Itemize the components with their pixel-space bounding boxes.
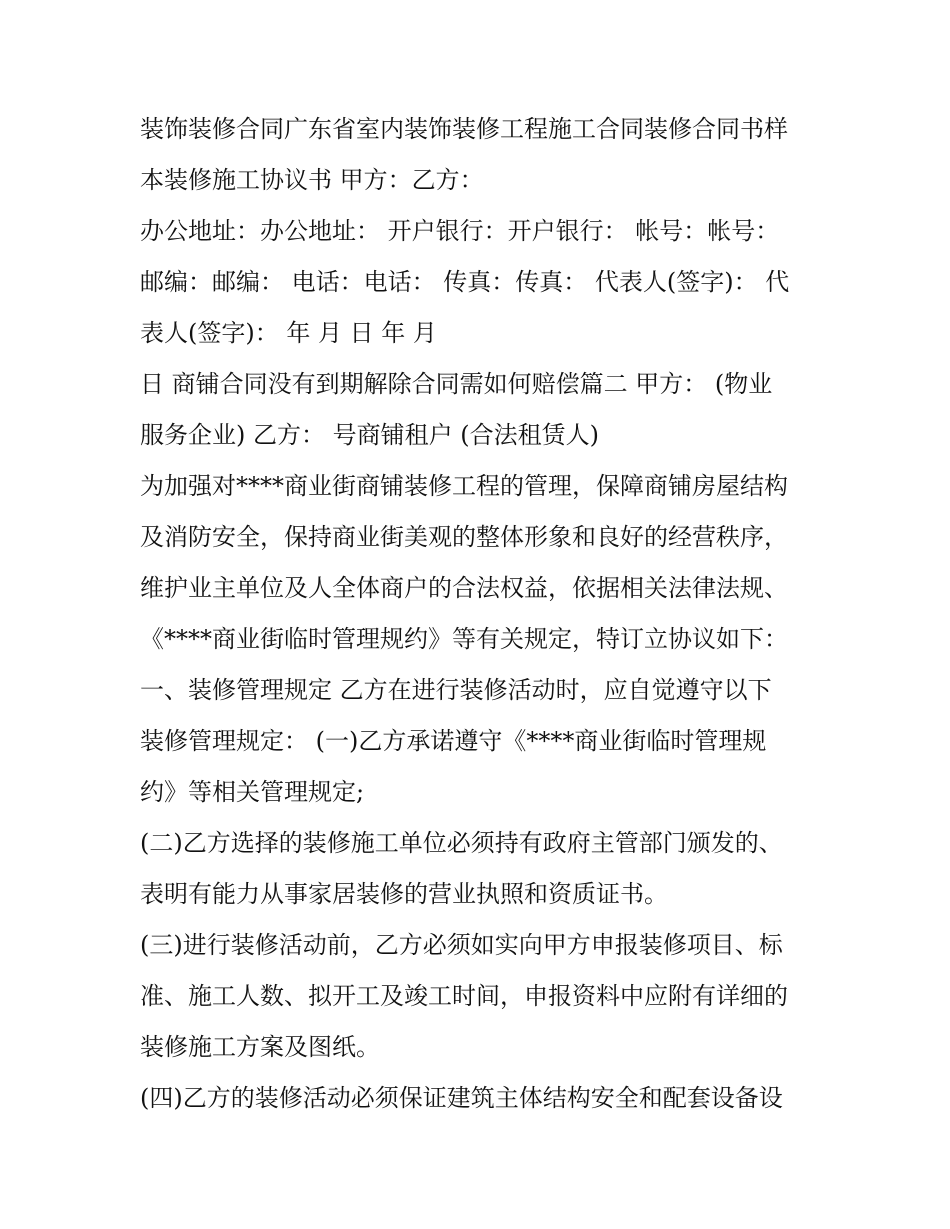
text-line: (二)乙方选择的装修施工单位必须持有政府主管部门颁发的、 (140, 829, 783, 857)
text-line: 一、装修管理规定 乙方在进行装修活动时，应自觉遵守以下 (140, 676, 772, 704)
text-line: 日 商铺合同没有到期解除合同需如何赔偿篇二 甲方： (物业 (140, 370, 773, 398)
text-line: 《****商业街临时管理规约》等有关规定，特订立协议如下： (140, 625, 788, 653)
text-line: 准、施工人数、拟开工及竣工时间，申报资料中应附有详细的 (140, 982, 788, 1010)
text-line: 约》等相关管理规定; (140, 778, 365, 806)
text-line: (四)乙方的装修活动必须保证建筑主体结构安全和配套设备设 (140, 1084, 783, 1112)
text-line: 办公地址：办公地址： 开户银行：开户银行： 帐号：帐号： (140, 217, 780, 245)
text-line: 表人(签字)： 年 月 日 年 月 (140, 319, 437, 347)
text-line: 邮编：邮编： 电话：电话： 传真：传真： 代表人(签字)： 代 (140, 268, 790, 296)
text-line: 为加强对****商业街商铺装修工程的管理，保障商铺房屋结构 (140, 472, 788, 500)
text-line: 维护业主单位及人全体商户的合法权益，依据相关法律法规、 (140, 574, 788, 602)
document-body (140, 104, 820, 1124)
text-line: 本装修施工协议书 甲方：乙方： (140, 166, 484, 194)
text-line: 服务企业) 乙方： 号商铺租户 (合法租赁人) (140, 421, 599, 449)
text-line: (三)进行装修活动前，乙方必须如实向甲方申报装修项目、标 (140, 931, 783, 959)
text-line: 装修施工方案及图纸。 (140, 1033, 380, 1061)
text-line: 及消防安全，保持商业街美观的整体形象和良好的经营秩序， (140, 523, 788, 551)
text-line: 表明有能力从事家居装修的营业执照和资质证书。 (140, 880, 668, 908)
text-line: 装饰装修合同广东省室内装饰装修工程施工合同装修合同书样 (140, 115, 788, 143)
text-line: 装修管理规定： (一)乙方承诺遵守《****商业街临时管理规 (140, 727, 767, 755)
